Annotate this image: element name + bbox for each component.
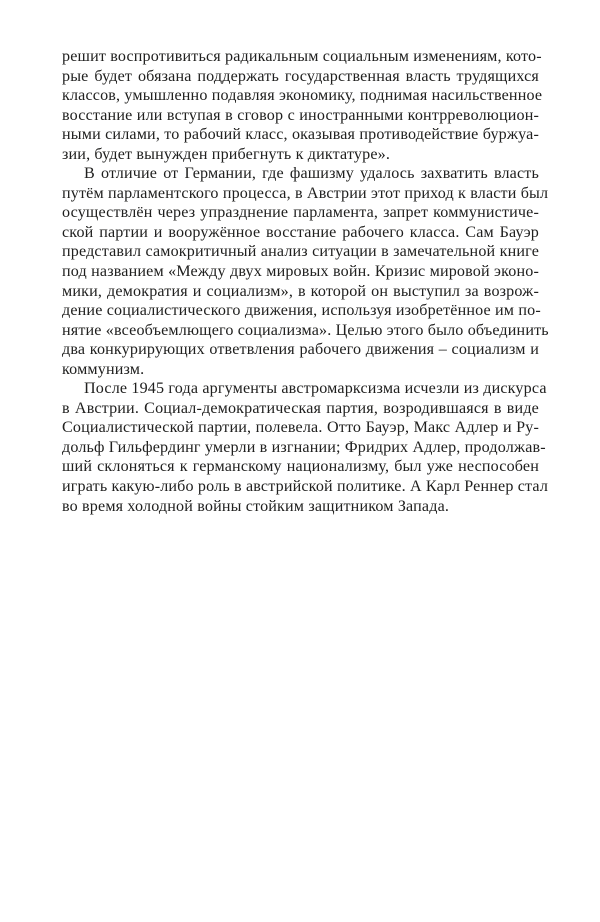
text-line: классов, умышленно подавляя экономику, поднимая насильственное bbox=[62, 87, 543, 105]
text-line: два конкурирующих ответвления рабочего движения – социализм и bbox=[62, 341, 539, 359]
text-line: дольф Гильфердинг умерли в изгнании; Фридрих Адлер, продолжав- bbox=[62, 438, 546, 456]
text-line: путём парламентского процесса, в Австрии этот приход к власти был bbox=[62, 184, 549, 202]
text-line: нятие «всеобъемлющего социализма». Целью этого было объединить bbox=[62, 321, 549, 339]
text-line: коммунизм. bbox=[62, 360, 145, 378]
text-line: ший склоняться к германскому национализму, был уже неспособен bbox=[62, 458, 539, 476]
text-line: представил самокритичный анализ ситуации в замечательной книге bbox=[62, 243, 539, 261]
text-line: осуществлён через упразднение парламента, запрет коммунистиче- bbox=[62, 204, 539, 222]
text-line: восстание или вступая в сговор с иностранными контрреволюцион- bbox=[62, 106, 539, 124]
text-line: во время холодной войны стойким защитником Запада. bbox=[62, 497, 450, 515]
text-line: После 1945 года аргументы австромарксизма исчезли из дискурса bbox=[84, 380, 547, 398]
body-text-block bbox=[62, 47, 549, 516]
text-line: ными силами, то рабочий класс, оказывая противодействие буржуа- bbox=[62, 126, 539, 144]
text-line: в Австрии. Социал-демократическая партия, возродившаяся в виде bbox=[62, 399, 539, 417]
paragraph bbox=[62, 379, 549, 516]
text-line: В отличие от Германии, где фашизму удалось захватить власть bbox=[84, 165, 539, 183]
text-line: мики, демократия и социализм», в которой он выступил за возрож- bbox=[62, 282, 539, 300]
text-line: Социалистической партии, полевела. Отто Бауэр, Макс Адлер и Ру- bbox=[62, 419, 539, 437]
text-line: ской партии и вооружённое восстание рабочего класса. Сам Бауэр bbox=[62, 223, 539, 241]
text-line: играть какую-либо роль в австрийской политике. А Карл Реннер стал bbox=[62, 478, 549, 496]
text-line: зии, будет вынужден прибегнуть к диктатуре». bbox=[62, 145, 391, 163]
text-line: под названием «Между двух мировых войн. Кризис мировой эконо- bbox=[62, 263, 539, 281]
paragraph bbox=[62, 47, 543, 164]
text-line: рые будет обязана поддержать государственная власть трудящихся bbox=[62, 67, 539, 85]
paragraph bbox=[62, 164, 549, 379]
text-line: дение социалистического движения, используя изобретённое им по- bbox=[62, 302, 541, 320]
text-line: решит воспротивиться радикальным социальным изменениям, кото- bbox=[62, 48, 542, 65]
